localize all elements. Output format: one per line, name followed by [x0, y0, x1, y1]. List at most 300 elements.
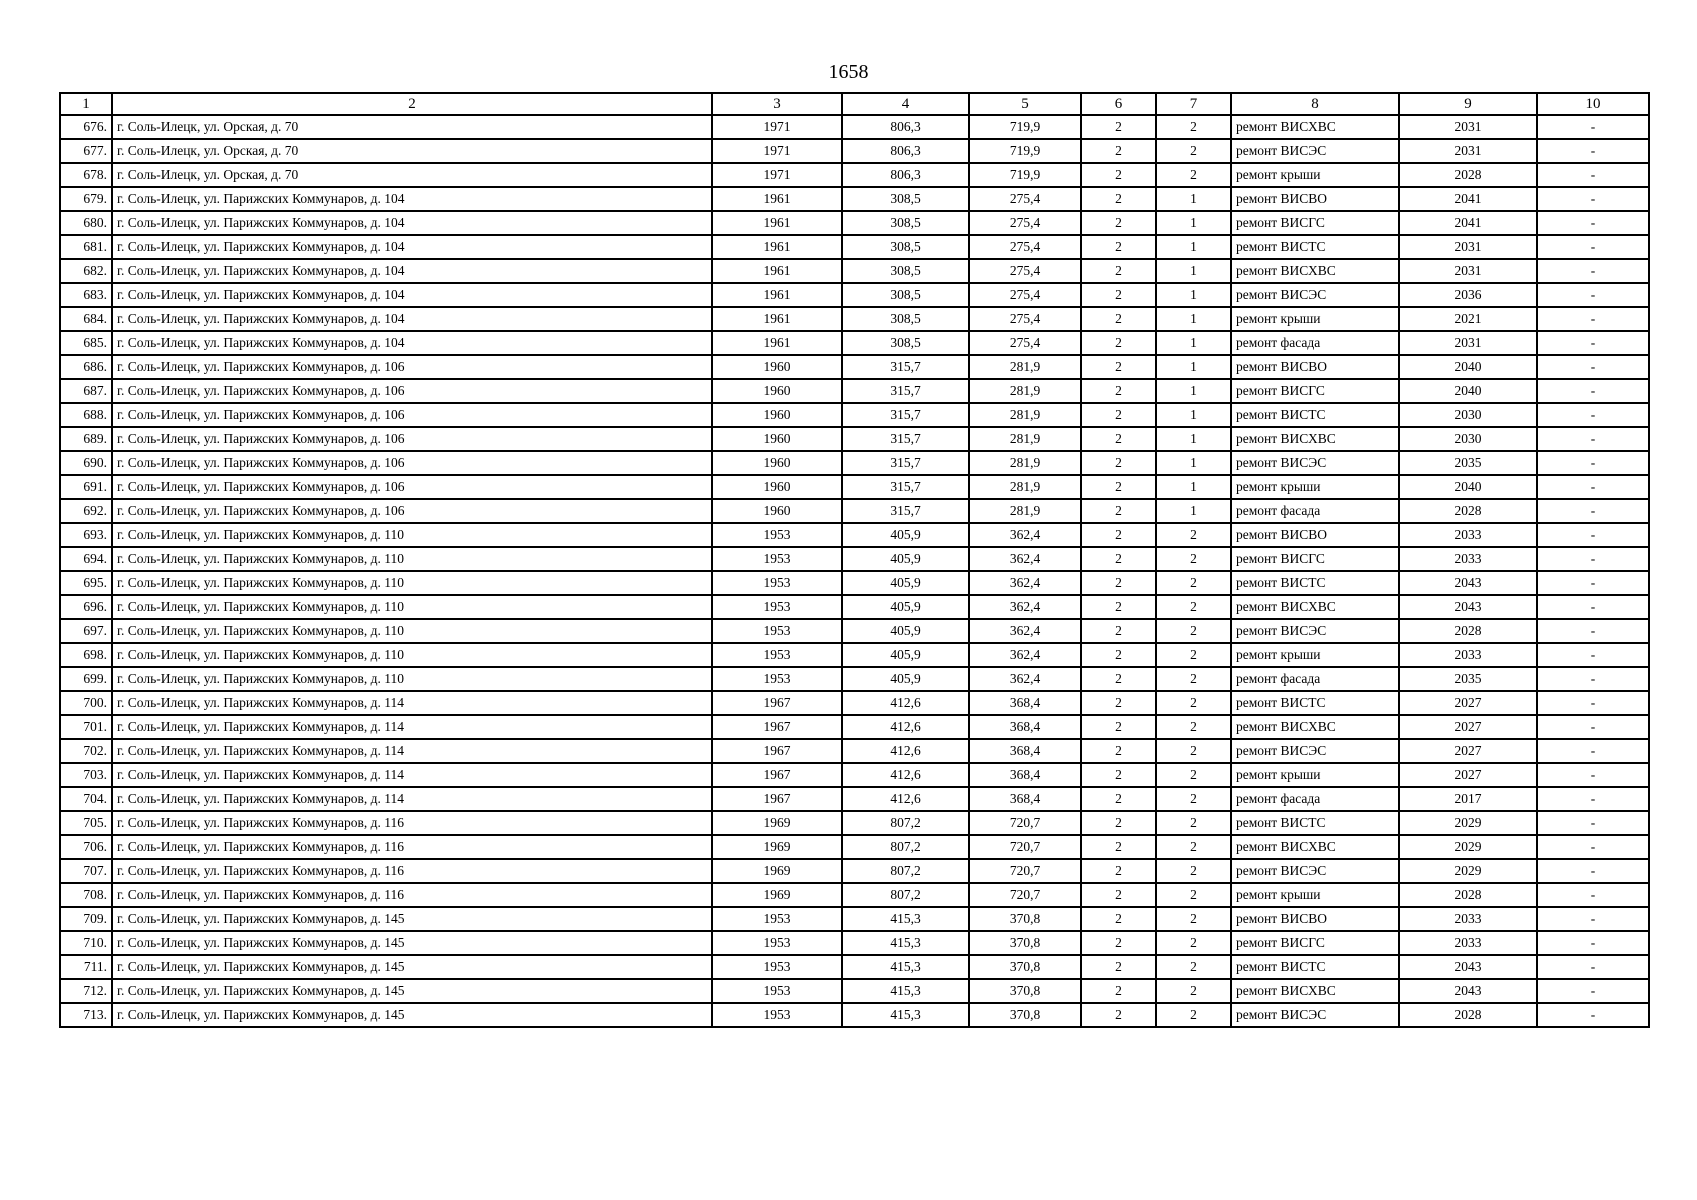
living-area-cell: 370,8	[969, 979, 1081, 1003]
floors-cell: 2	[1081, 547, 1156, 571]
entrances-cell: 2	[1156, 571, 1231, 595]
living-area-cell: 362,4	[969, 619, 1081, 643]
floors-cell: 2	[1081, 235, 1156, 259]
living-area-cell: 362,4	[969, 571, 1081, 595]
living-area-cell: 281,9	[969, 427, 1081, 451]
work-type-cell: ремонт ВИСХВС	[1231, 835, 1399, 859]
total-area-cell: 308,5	[842, 187, 969, 211]
total-area-cell: 806,3	[842, 115, 969, 139]
note-cell: -	[1537, 427, 1649, 451]
row-number-cell: 676.	[60, 115, 112, 139]
living-area-cell: 281,9	[969, 355, 1081, 379]
address-cell: г. Соль-Илецк, ул. Парижских Коммунаров, д. 110	[112, 619, 712, 643]
work-type-cell: ремонт ВИСТС	[1231, 403, 1399, 427]
address-cell: г. Соль-Илецк, ул. Парижских Коммунаров, д. 145	[112, 907, 712, 931]
floors-cell: 2	[1081, 1003, 1156, 1027]
address-cell: г. Соль-Илецк, ул. Парижских Коммунаров, д. 104	[112, 235, 712, 259]
floors-cell: 2	[1081, 715, 1156, 739]
floors-cell: 2	[1081, 307, 1156, 331]
planned-year-cell: 2040	[1399, 379, 1537, 403]
work-type-cell: ремонт ВИСХВС	[1231, 715, 1399, 739]
work-type-cell: ремонт крыши	[1231, 307, 1399, 331]
total-area-cell: 807,2	[842, 859, 969, 883]
year-cell: 1953	[712, 931, 842, 955]
floors-cell: 2	[1081, 667, 1156, 691]
planned-year-cell: 2028	[1399, 499, 1537, 523]
year-cell: 1953	[712, 907, 842, 931]
column-header: 8	[1231, 93, 1399, 115]
living-area-cell: 720,7	[969, 835, 1081, 859]
year-cell: 1960	[712, 475, 842, 499]
row-number-cell: 705.	[60, 811, 112, 835]
address-cell: г. Соль-Илецк, ул. Парижских Коммунаров, д. 145	[112, 931, 712, 955]
row-number-cell: 678.	[60, 163, 112, 187]
table-row	[60, 115, 1649, 139]
table-row	[60, 379, 1649, 403]
row-number-cell: 695.	[60, 571, 112, 595]
planned-year-cell: 2021	[1399, 307, 1537, 331]
year-cell: 1969	[712, 859, 842, 883]
table-row	[60, 259, 1649, 283]
note-cell: -	[1537, 547, 1649, 571]
living-area-cell: 370,8	[969, 1003, 1081, 1027]
column-header: 9	[1399, 93, 1537, 115]
total-area-cell: 415,3	[842, 1003, 969, 1027]
planned-year-cell: 2028	[1399, 163, 1537, 187]
living-area-cell: 281,9	[969, 475, 1081, 499]
total-area-cell: 315,7	[842, 499, 969, 523]
total-area-cell: 412,6	[842, 763, 969, 787]
table-row	[60, 547, 1649, 571]
work-type-cell: ремонт фасада	[1231, 331, 1399, 355]
address-cell: г. Соль-Илецк, ул. Парижских Коммунаров, д. 106	[112, 451, 712, 475]
work-type-cell: ремонт ВИСЭС	[1231, 451, 1399, 475]
planned-year-cell: 2029	[1399, 835, 1537, 859]
note-cell: -	[1537, 739, 1649, 763]
table-row	[60, 859, 1649, 883]
row-number-cell: 700.	[60, 691, 112, 715]
living-area-cell: 720,7	[969, 859, 1081, 883]
total-area-cell: 412,6	[842, 787, 969, 811]
row-number-cell: 694.	[60, 547, 112, 571]
table-row	[60, 907, 1649, 931]
year-cell: 1971	[712, 115, 842, 139]
work-type-cell: ремонт ВИСЭС	[1231, 139, 1399, 163]
column-header: 4	[842, 93, 969, 115]
address-cell: г. Соль-Илецк, ул. Парижских Коммунаров, д. 104	[112, 283, 712, 307]
planned-year-cell: 2031	[1399, 259, 1537, 283]
living-area-cell: 275,4	[969, 259, 1081, 283]
address-cell: г. Соль-Илецк, ул. Парижских Коммунаров, д. 116	[112, 835, 712, 859]
living-area-cell: 281,9	[969, 451, 1081, 475]
planned-year-cell: 2043	[1399, 955, 1537, 979]
note-cell: -	[1537, 811, 1649, 835]
planned-year-cell: 2028	[1399, 619, 1537, 643]
living-area-cell: 281,9	[969, 403, 1081, 427]
total-area-cell: 807,2	[842, 811, 969, 835]
address-cell: г. Соль-Илецк, ул. Парижских Коммунаров, д. 116	[112, 859, 712, 883]
table-row	[60, 475, 1649, 499]
living-area-cell: 362,4	[969, 595, 1081, 619]
address-cell: г. Соль-Илецк, ул. Парижских Коммунаров, д. 114	[112, 715, 712, 739]
floors-cell: 2	[1081, 451, 1156, 475]
floors-cell: 2	[1081, 355, 1156, 379]
entrances-cell: 1	[1156, 283, 1231, 307]
planned-year-cell: 2027	[1399, 715, 1537, 739]
address-cell: г. Соль-Илецк, ул. Парижских Коммунаров, д. 106	[112, 475, 712, 499]
total-area-cell: 308,5	[842, 259, 969, 283]
table-row	[60, 523, 1649, 547]
floors-cell: 2	[1081, 379, 1156, 403]
total-area-cell: 807,2	[842, 835, 969, 859]
year-cell: 1961	[712, 187, 842, 211]
row-number-cell: 696.	[60, 595, 112, 619]
total-area-cell: 807,2	[842, 883, 969, 907]
planned-year-cell: 2027	[1399, 763, 1537, 787]
total-area-cell: 308,5	[842, 283, 969, 307]
total-area-cell: 806,3	[842, 139, 969, 163]
total-area-cell: 315,7	[842, 403, 969, 427]
row-number-cell: 683.	[60, 283, 112, 307]
address-cell: г. Соль-Илецк, ул. Парижских Коммунаров, д. 114	[112, 739, 712, 763]
work-type-cell: ремонт крыши	[1231, 475, 1399, 499]
table-row	[60, 811, 1649, 835]
table-row	[60, 451, 1649, 475]
entrances-cell: 1	[1156, 475, 1231, 499]
planned-year-cell: 2033	[1399, 523, 1537, 547]
year-cell: 1967	[712, 691, 842, 715]
work-type-cell: ремонт крыши	[1231, 763, 1399, 787]
entrances-cell: 2	[1156, 667, 1231, 691]
year-cell: 1960	[712, 499, 842, 523]
column-header: 6	[1081, 93, 1156, 115]
table-row	[60, 283, 1649, 307]
row-number-cell: 710.	[60, 931, 112, 955]
year-cell: 1967	[712, 739, 842, 763]
work-type-cell: ремонт крыши	[1231, 643, 1399, 667]
note-cell: -	[1537, 835, 1649, 859]
row-number-cell: 706.	[60, 835, 112, 859]
table-row	[60, 787, 1649, 811]
entrances-cell: 2	[1156, 115, 1231, 139]
total-area-cell: 415,3	[842, 931, 969, 955]
address-cell: г. Соль-Илецк, ул. Парижских Коммунаров, д. 106	[112, 499, 712, 523]
year-cell: 1969	[712, 811, 842, 835]
note-cell: -	[1537, 187, 1649, 211]
work-type-cell: ремонт ВИСЭС	[1231, 619, 1399, 643]
work-type-cell: ремонт ВИСТС	[1231, 811, 1399, 835]
table-row	[60, 211, 1649, 235]
note-cell: -	[1537, 595, 1649, 619]
year-cell: 1961	[712, 259, 842, 283]
total-area-cell: 405,9	[842, 523, 969, 547]
total-area-cell: 315,7	[842, 475, 969, 499]
note-cell: -	[1537, 379, 1649, 403]
address-cell: г. Соль-Илецк, ул. Парижских Коммунаров, д. 114	[112, 691, 712, 715]
work-type-cell: ремонт ВИСГС	[1231, 931, 1399, 955]
year-cell: 1953	[712, 547, 842, 571]
note-cell: -	[1537, 451, 1649, 475]
entrances-cell: 2	[1156, 139, 1231, 163]
living-area-cell: 275,4	[969, 187, 1081, 211]
year-cell: 1971	[712, 139, 842, 163]
entrances-cell: 1	[1156, 427, 1231, 451]
total-area-cell: 415,3	[842, 955, 969, 979]
floors-cell: 2	[1081, 187, 1156, 211]
row-number-cell: 693.	[60, 523, 112, 547]
address-cell: г. Соль-Илецк, ул. Парижских Коммунаров, д. 145	[112, 1003, 712, 1027]
total-area-cell: 405,9	[842, 547, 969, 571]
table-row	[60, 355, 1649, 379]
work-type-cell: ремонт ВИСХВС	[1231, 427, 1399, 451]
note-cell: -	[1537, 931, 1649, 955]
planned-year-cell: 2040	[1399, 475, 1537, 499]
year-cell: 1960	[712, 451, 842, 475]
planned-year-cell: 2041	[1399, 211, 1537, 235]
note-cell: -	[1537, 211, 1649, 235]
planned-year-cell: 2029	[1399, 811, 1537, 835]
planned-year-cell: 2031	[1399, 115, 1537, 139]
total-area-cell: 405,9	[842, 619, 969, 643]
row-number-cell: 702.	[60, 739, 112, 763]
living-area-cell: 275,4	[969, 283, 1081, 307]
planned-year-cell: 2043	[1399, 571, 1537, 595]
planned-year-cell: 2040	[1399, 355, 1537, 379]
total-area-cell: 315,7	[842, 379, 969, 403]
total-area-cell: 308,5	[842, 235, 969, 259]
table-row	[60, 331, 1649, 355]
work-type-cell: ремонт ВИСЭС	[1231, 1003, 1399, 1027]
address-cell: г. Соль-Илецк, ул. Орская, д. 70	[112, 139, 712, 163]
note-cell: -	[1537, 139, 1649, 163]
entrances-cell: 2	[1156, 715, 1231, 739]
year-cell: 1971	[712, 163, 842, 187]
living-area-cell: 275,4	[969, 235, 1081, 259]
living-area-cell: 275,4	[969, 331, 1081, 355]
table-row	[60, 715, 1649, 739]
total-area-cell: 412,6	[842, 691, 969, 715]
table-row	[60, 931, 1649, 955]
note-cell: -	[1537, 307, 1649, 331]
total-area-cell: 405,9	[842, 667, 969, 691]
table-row	[60, 139, 1649, 163]
work-type-cell: ремонт ВИСТС	[1231, 235, 1399, 259]
floors-cell: 2	[1081, 523, 1156, 547]
address-cell: г. Соль-Илецк, ул. Орская, д. 70	[112, 115, 712, 139]
row-number-cell: 689.	[60, 427, 112, 451]
address-cell: г. Соль-Илецк, ул. Парижских Коммунаров, д. 114	[112, 787, 712, 811]
address-cell: г. Соль-Илецк, ул. Парижских Коммунаров, д. 116	[112, 811, 712, 835]
planned-year-cell: 2033	[1399, 931, 1537, 955]
floors-cell: 2	[1081, 739, 1156, 763]
address-cell: г. Соль-Илецк, ул. Парижских Коммунаров, д. 116	[112, 883, 712, 907]
column-header: 7	[1156, 93, 1231, 115]
year-cell: 1960	[712, 403, 842, 427]
note-cell: -	[1537, 691, 1649, 715]
note-cell: -	[1537, 787, 1649, 811]
living-area-cell: 281,9	[969, 379, 1081, 403]
year-cell: 1961	[712, 211, 842, 235]
row-number-cell: 707.	[60, 859, 112, 883]
total-area-cell: 405,9	[842, 643, 969, 667]
living-area-cell: 370,8	[969, 907, 1081, 931]
table-row	[60, 691, 1649, 715]
work-type-cell: ремонт крыши	[1231, 883, 1399, 907]
work-type-cell: ремонт ВИСГС	[1231, 211, 1399, 235]
planned-year-cell: 2027	[1399, 739, 1537, 763]
work-type-cell: ремонт ВИСВО	[1231, 907, 1399, 931]
address-cell: г. Соль-Илецк, ул. Парижских Коммунаров, д. 110	[112, 547, 712, 571]
row-number-cell: 713.	[60, 1003, 112, 1027]
entrances-cell: 2	[1156, 523, 1231, 547]
year-cell: 1969	[712, 835, 842, 859]
note-cell: -	[1537, 619, 1649, 643]
year-cell: 1967	[712, 715, 842, 739]
total-area-cell: 405,9	[842, 571, 969, 595]
entrances-cell: 2	[1156, 763, 1231, 787]
planned-year-cell: 2043	[1399, 979, 1537, 1003]
planned-year-cell: 2017	[1399, 787, 1537, 811]
note-cell: -	[1537, 907, 1649, 931]
row-number-cell: 690.	[60, 451, 112, 475]
living-area-cell: 362,4	[969, 547, 1081, 571]
address-cell: г. Соль-Илецк, ул. Парижских Коммунаров, д. 145	[112, 955, 712, 979]
total-area-cell: 308,5	[842, 307, 969, 331]
planned-year-cell: 2028	[1399, 883, 1537, 907]
address-cell: г. Соль-Илецк, ул. Парижских Коммунаров, д. 110	[112, 643, 712, 667]
work-type-cell: ремонт ВИСХВС	[1231, 259, 1399, 283]
row-number-cell: 703.	[60, 763, 112, 787]
work-type-cell: ремонт ВИСВО	[1231, 523, 1399, 547]
row-number-cell: 692.	[60, 499, 112, 523]
address-cell: г. Соль-Илецк, ул. Парижских Коммунаров, д. 110	[112, 571, 712, 595]
column-header: 5	[969, 93, 1081, 115]
planned-year-cell: 2033	[1399, 907, 1537, 931]
entrances-cell: 1	[1156, 379, 1231, 403]
note-cell: -	[1537, 475, 1649, 499]
total-area-cell: 806,3	[842, 163, 969, 187]
note-cell: -	[1537, 643, 1649, 667]
floors-cell: 2	[1081, 787, 1156, 811]
living-area-cell: 720,7	[969, 811, 1081, 835]
living-area-cell: 275,4	[969, 211, 1081, 235]
entrances-cell: 2	[1156, 835, 1231, 859]
note-cell: -	[1537, 523, 1649, 547]
planned-year-cell: 2031	[1399, 139, 1537, 163]
note-cell: -	[1537, 283, 1649, 307]
address-cell: г. Соль-Илецк, ул. Парижских Коммунаров, д. 114	[112, 763, 712, 787]
address-cell: г. Соль-Илецк, ул. Парижских Коммунаров, д. 110	[112, 667, 712, 691]
table-row	[60, 955, 1649, 979]
floors-cell: 2	[1081, 139, 1156, 163]
entrances-cell: 2	[1156, 955, 1231, 979]
row-number-cell: 697.	[60, 619, 112, 643]
floors-cell: 2	[1081, 571, 1156, 595]
year-cell: 1953	[712, 955, 842, 979]
entrances-cell: 2	[1156, 1003, 1231, 1027]
year-cell: 1953	[712, 667, 842, 691]
note-cell: -	[1537, 235, 1649, 259]
total-area-cell: 315,7	[842, 355, 969, 379]
entrances-cell: 1	[1156, 211, 1231, 235]
work-type-cell: ремонт ВИСТС	[1231, 955, 1399, 979]
table-row	[60, 403, 1649, 427]
work-type-cell: ремонт фасада	[1231, 499, 1399, 523]
entrances-cell: 2	[1156, 907, 1231, 931]
row-number-cell: 679.	[60, 187, 112, 211]
entrances-cell: 2	[1156, 643, 1231, 667]
total-area-cell: 315,7	[842, 451, 969, 475]
year-cell: 1961	[712, 283, 842, 307]
work-type-cell: ремонт ВИСВО	[1231, 187, 1399, 211]
address-cell: г. Соль-Илецк, ул. Парижских Коммунаров, д. 104	[112, 211, 712, 235]
floors-cell: 2	[1081, 211, 1156, 235]
column-header: 3	[712, 93, 842, 115]
work-type-cell: ремонт фасада	[1231, 787, 1399, 811]
work-type-cell: ремонт ВИСГС	[1231, 547, 1399, 571]
entrances-cell: 1	[1156, 403, 1231, 427]
note-cell: -	[1537, 763, 1649, 787]
row-number-cell: 682.	[60, 259, 112, 283]
work-type-cell: ремонт ВИСЭС	[1231, 283, 1399, 307]
floors-cell: 2	[1081, 955, 1156, 979]
year-cell: 1953	[712, 523, 842, 547]
work-type-cell: ремонт ВИСХВС	[1231, 595, 1399, 619]
address-cell: г. Соль-Илецк, ул. Орская, д. 70	[112, 163, 712, 187]
note-cell: -	[1537, 859, 1649, 883]
year-cell: 1961	[712, 307, 842, 331]
table-row	[60, 427, 1649, 451]
note-cell: -	[1537, 259, 1649, 283]
note-cell: -	[1537, 1003, 1649, 1027]
entrances-cell: 2	[1156, 163, 1231, 187]
address-cell: г. Соль-Илецк, ул. Парижских Коммунаров, д. 104	[112, 187, 712, 211]
address-cell: г. Соль-Илецк, ул. Парижских Коммунаров, д. 106	[112, 403, 712, 427]
living-area-cell: 719,9	[969, 139, 1081, 163]
address-cell: г. Соль-Илецк, ул. Парижских Коммунаров, д. 145	[112, 979, 712, 1003]
row-number-cell: 677.	[60, 139, 112, 163]
note-cell: -	[1537, 499, 1649, 523]
living-area-cell: 368,4	[969, 691, 1081, 715]
entrances-cell: 2	[1156, 595, 1231, 619]
floors-cell: 2	[1081, 691, 1156, 715]
living-area-cell: 362,4	[969, 643, 1081, 667]
planned-year-cell: 2027	[1399, 691, 1537, 715]
table-row	[60, 763, 1649, 787]
floors-cell: 2	[1081, 259, 1156, 283]
planned-year-cell: 2036	[1399, 283, 1537, 307]
address-cell: г. Соль-Илецк, ул. Парижских Коммунаров, д. 110	[112, 523, 712, 547]
living-area-cell: 719,9	[969, 115, 1081, 139]
row-number-cell: 686.	[60, 355, 112, 379]
entrances-cell: 2	[1156, 931, 1231, 955]
year-cell: 1960	[712, 379, 842, 403]
note-cell: -	[1537, 667, 1649, 691]
address-cell: г. Соль-Илецк, ул. Парижских Коммунаров, д. 104	[112, 259, 712, 283]
floors-cell: 2	[1081, 619, 1156, 643]
row-number-cell: 701.	[60, 715, 112, 739]
planned-year-cell: 2035	[1399, 451, 1537, 475]
work-type-cell: ремонт ВИСГС	[1231, 379, 1399, 403]
living-area-cell: 370,8	[969, 931, 1081, 955]
floors-cell: 2	[1081, 835, 1156, 859]
year-cell: 1953	[712, 619, 842, 643]
year-cell: 1960	[712, 427, 842, 451]
address-cell: г. Соль-Илецк, ул. Парижских Коммунаров, д. 104	[112, 307, 712, 331]
entrances-cell: 2	[1156, 739, 1231, 763]
year-cell: 1953	[712, 595, 842, 619]
entrances-cell: 2	[1156, 547, 1231, 571]
